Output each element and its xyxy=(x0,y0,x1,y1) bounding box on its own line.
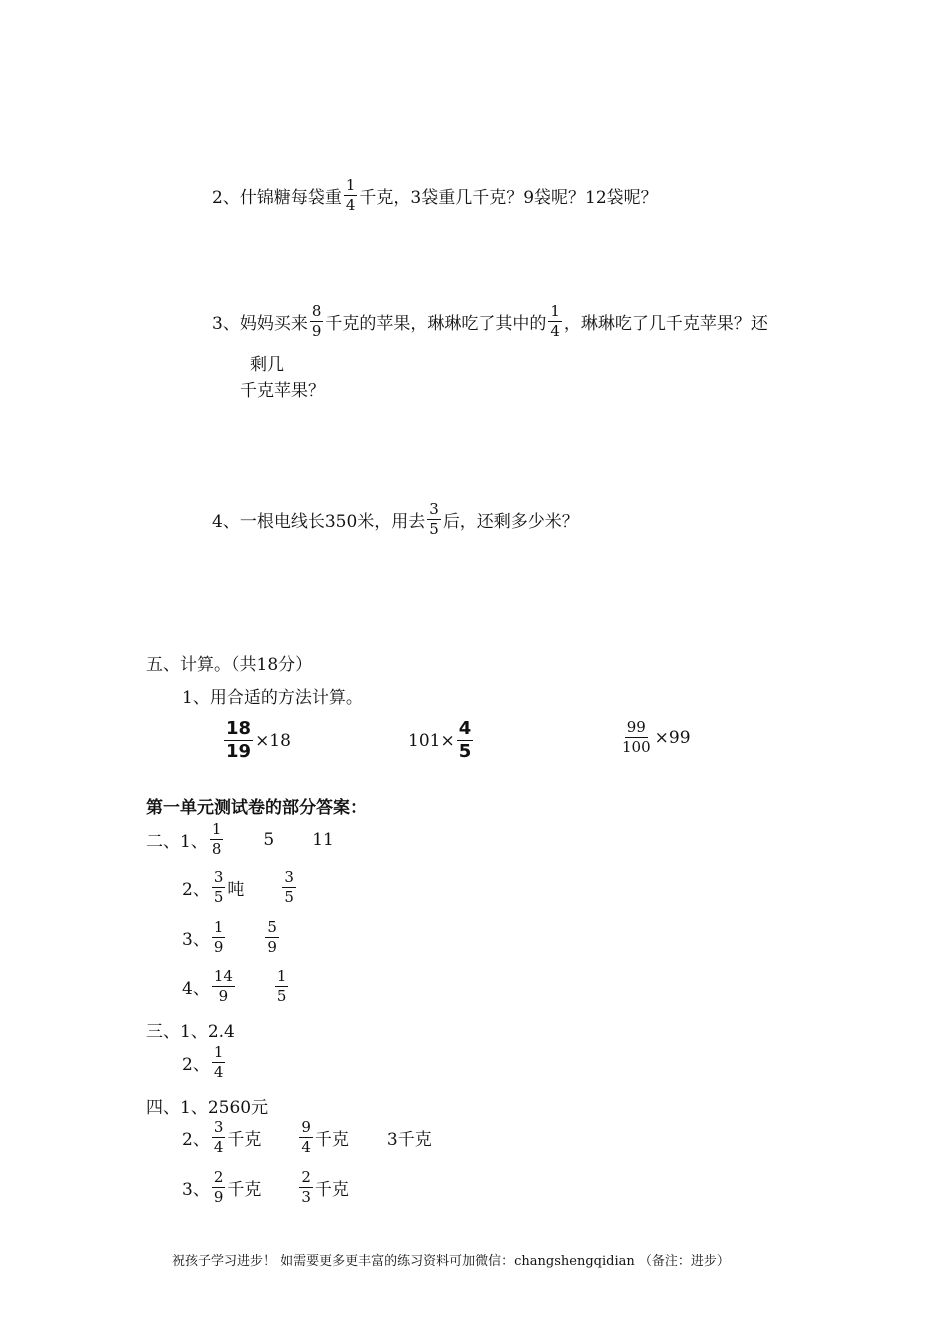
fraction: $\frac{3}{5}$ xyxy=(213,868,224,906)
answer-2-1: 二、1、 $\frac{1}{8}$ 5 11 xyxy=(146,820,334,858)
section-5-subtitle: 1、用合适的方法计算。 xyxy=(182,688,363,708)
fraction: $\frac{14}{9}$ xyxy=(213,967,233,1005)
fraction: $\frac{99}{100}$ xyxy=(622,718,651,756)
footer-note: 祝孩子学习进步！ 如需要更多更丰富的练习资料可加微信：changshengqidian （备注：进步） xyxy=(172,1254,730,1269)
problem-3-mid: 千克的苹果，琳琳吃了其中的 xyxy=(325,314,547,334)
fraction: $\frac{3}{4}$ xyxy=(213,1118,224,1156)
fraction: $\frac{2}{9}$ xyxy=(213,1168,224,1206)
answer-4-2: 2、 $\frac{3}{4}$ 千克 $\frac{9}{4}$ 千克 3千克 xyxy=(182,1118,432,1156)
problem-4-suffix: 后，还剩多少米？ xyxy=(442,512,579,532)
fraction: $\frac{5}{9}$ xyxy=(267,918,277,956)
problem-3-line2: 剩几 xyxy=(250,355,284,375)
fraction: $\frac{1}{4}$ xyxy=(345,176,356,214)
fraction: $\frac{8}{9}$ xyxy=(311,302,322,340)
fraction: $\frac{2}{3}$ xyxy=(301,1168,311,1206)
problem-2-prefix: 2、什锦糖每袋重 xyxy=(212,188,342,208)
calc-expression-2: 101× $\frac{4}{5}$ xyxy=(408,718,472,762)
fraction: $\frac{3}{5}$ xyxy=(429,500,439,538)
problem-4-prefix: 4、一根电线长350米，用去 xyxy=(212,512,426,532)
problem-3-prefix: 3、妈妈买来 xyxy=(212,314,308,334)
problem-2-suffix: 千克，3袋重几千克？9袋呢？12袋呢？ xyxy=(359,188,658,208)
answers-title: 第一单元测试卷的部分答案： xyxy=(146,798,367,818)
answer-2-2: 2、 $\frac{3}{5}$ 吨 $\frac{3}{5}$ xyxy=(182,868,294,906)
problem-3-suffix: ，琳琳吃了几千克苹果？还 xyxy=(563,314,768,334)
answer-4-1: 四、1、2560元 xyxy=(146,1098,269,1118)
calc-expression-3: $\frac{99}{100}$ ×99 xyxy=(622,718,691,756)
answer-4-3: 3、 $\frac{2}{9}$ 千克 $\frac{2}{3}$ 千克 xyxy=(182,1168,349,1206)
fraction: $\frac{18}{19}$ xyxy=(226,718,252,762)
fraction: $\frac{1}{4}$ xyxy=(550,302,560,340)
fraction: $\frac{1}{8}$ xyxy=(211,820,222,858)
fraction: $\frac{9}{4}$ xyxy=(301,1118,311,1156)
fraction: $\frac{1}{5}$ xyxy=(276,967,287,1005)
section-5-title: 五、计算。（共18分） xyxy=(146,655,313,675)
problem-3 xyxy=(212,304,768,339)
problem-2 xyxy=(212,178,658,213)
calc-expression-1: $\frac{18}{19}$ ×18 xyxy=(226,718,291,762)
answer-2-3: 3、 $\frac{1}{9}$ $\frac{5}{9}$ xyxy=(182,918,277,956)
fraction: $\frac{1}{9}$ xyxy=(213,918,224,956)
answer-3-2: 2、 $\frac{1}{4}$ xyxy=(182,1043,224,1081)
problem-4 xyxy=(212,502,579,537)
fraction: $\frac{1}{4}$ xyxy=(213,1043,224,1081)
fraction: $\frac{4}{5}$ xyxy=(458,718,472,762)
answer-2-4: 4、 $\frac{14}{9}$ $\frac{1}{5}$ xyxy=(182,967,287,1005)
answer-3-1: 三、1、2.4 xyxy=(146,1022,235,1042)
problem-3-line3: 千克苹果？ xyxy=(240,381,325,401)
fraction: $\frac{3}{5}$ xyxy=(284,868,294,906)
